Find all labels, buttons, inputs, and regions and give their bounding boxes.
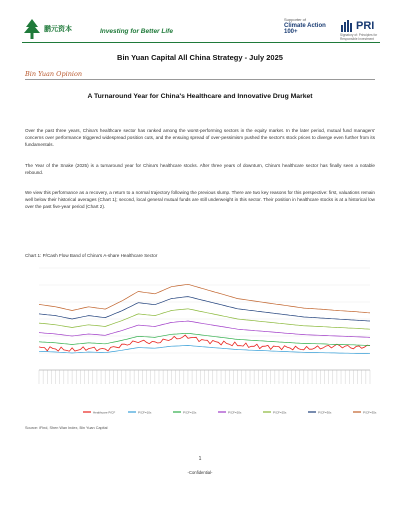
legend-label: Healthcare P/CF: [93, 410, 116, 415]
company-chinese-name: 鹏元资本: [44, 26, 72, 33]
company-slogan: Investing for Better Life: [100, 28, 173, 35]
confidential-footer: -Confidential-: [187, 470, 213, 475]
series-line-6: [39, 284, 370, 313]
tree-logo-icon: [22, 18, 42, 42]
paragraph-1: Over the past three years, China's healthcare sector has ranked among the worst-performing sectors in the equity market. In the later period, mutual fund managers' concerns over performance triggered widespread position cuts, and the ensuing spread of over-pessimism pushed the sector's stock prices to diverge even further from its fundamentals.: [25, 128, 375, 147]
paragraph-3: We view this performance as a recovery, a return to a normal trajectory following the previous slump. There are two key reasons for this perspective: first, valuations remain well below their historical averages (Chart 1); second, local general mutual funds are still underweight in this sector. Their position in healthcare stocks is at a historical low over the past five-year period (Chart 2).: [25, 190, 375, 209]
pri-logo-icon: [340, 19, 354, 33]
series-line-3: [39, 321, 370, 337]
chart-caption: Chart 1: P/Cash Flow Band of China's A-share Healthcare Sector: [25, 253, 158, 258]
pri-subtitle: Signatory of: Principles for Responsible Investment: [340, 33, 378, 41]
pcf-band-chart: [25, 262, 375, 432]
section-heading: Bin Yuan Opinion: [25, 70, 83, 78]
legend-label: P/CF=10x: [138, 410, 152, 415]
article-title: A Turnaround Year for China's Healthcare and Innovative Drug Market: [87, 93, 313, 100]
pri-text: PRI: [356, 20, 375, 32]
paragraph-2: The Year of the Snake (2025) is a turnaround year for China's healthcare stocks. After three years of downturn, China's healthcare sector has finally seen a notable rebound.: [25, 163, 375, 175]
chart-legend: [83, 410, 377, 414]
chart-source: Source: iFind, Shen Wan Index, Bin Yuan Capital: [25, 426, 108, 430]
climate-action-badge: [284, 18, 336, 38]
pri-badge: [340, 18, 382, 41]
report-header: [22, 18, 380, 48]
legend-label: P/CF=35x: [363, 410, 377, 415]
chart-grid: [39, 268, 370, 384]
series-line-1: [39, 346, 370, 354]
legend-label: P/CF=25x: [273, 410, 287, 415]
climate-badge-main: Climate Action 100+: [284, 22, 326, 35]
page-number: 1: [198, 456, 202, 462]
climate-badge-top: Supporter of: [284, 17, 307, 22]
legend-label: P/CF=30x: [318, 410, 332, 415]
header-divider: [22, 42, 380, 43]
document-title: Bin Yuan Capital All China Strategy - July 2025: [117, 53, 283, 62]
section-divider: [25, 79, 375, 80]
legend-label: P/CF=15x: [183, 410, 197, 415]
legend-label: P/CF=20x: [228, 410, 242, 415]
